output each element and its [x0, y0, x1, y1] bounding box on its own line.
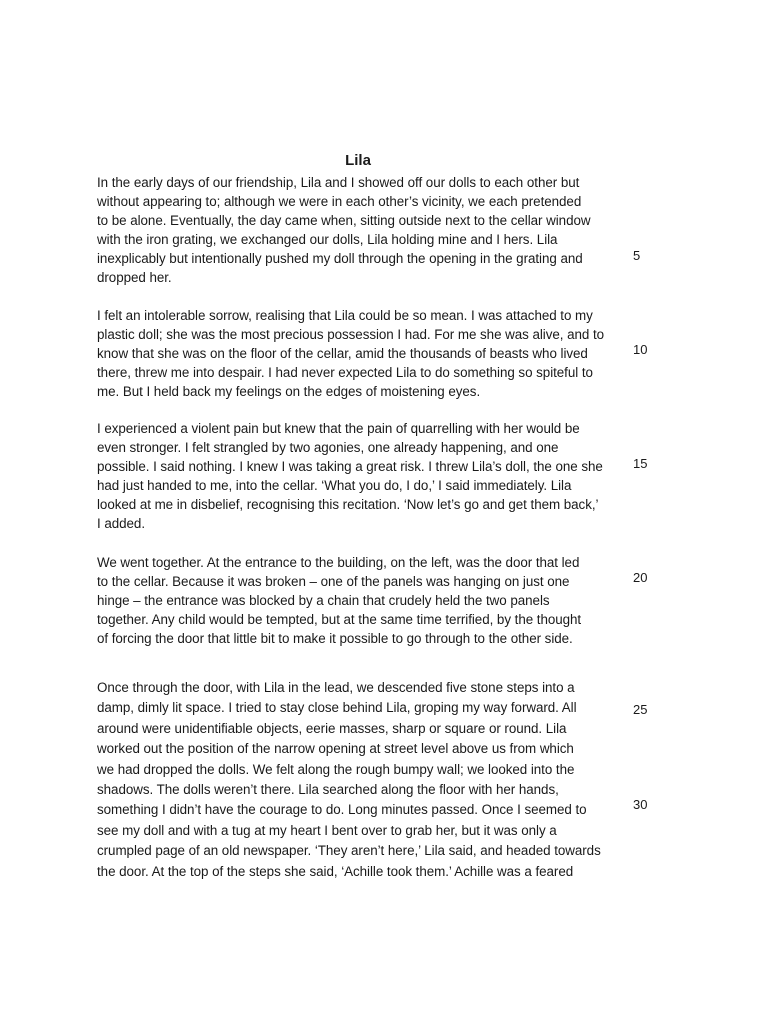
- text-line: I added.: [97, 516, 145, 531]
- paragraph-4: [97, 553, 627, 648]
- text-line: hinge – the entrance was blocked by a chain that crudely held the two panels: [97, 593, 550, 608]
- text-line: crumpled page of an old newspaper. ‘They aren’t here,’ Lila said, and headed towards: [97, 843, 601, 859]
- text-line: of forcing the door that little bit to make it possible to go through to the other side.: [97, 631, 573, 646]
- text-line: to be alone. Eventually, the day came when, sitting outside next to the cellar window: [97, 213, 591, 228]
- line-number: 25: [633, 702, 648, 717]
- text-line: something I didn’t have the courage to do. Long minutes passed. Once I seemed to: [97, 802, 587, 818]
- text-line: around were unidentifiable objects, eerie masses, sharp or square or round. Lila: [97, 720, 567, 736]
- text-line: damp, dimly lit space. I tried to stay close behind Lila, groping my way forward. All: [97, 700, 577, 716]
- text-line: looked at me in disbelief, recognising this recitation. ‘Now let’s go and get them back,’: [97, 497, 599, 512]
- line-number: 20: [633, 570, 648, 585]
- paragraph-5: [97, 678, 627, 882]
- paragraph-2: [97, 306, 627, 401]
- text-line: me. But I held back my feelings on the edges of moistening eyes.: [97, 384, 481, 399]
- text-line: shadows. The dolls weren’t there. Lila searched along the floor with her hands,: [97, 782, 559, 798]
- document-title: Lila: [345, 152, 371, 169]
- line-number: 5: [633, 248, 641, 263]
- text-line: with the iron grating, we exchanged our dolls, Lila holding mine and I hers. Lila: [97, 232, 558, 247]
- text-line: to the cellar. Because it was broken – one of the panels was hanging on just one: [97, 574, 570, 589]
- line-number: 30: [633, 797, 648, 812]
- text-line: We went together. At the entrance to the building, on the left, was the door that led: [97, 555, 580, 570]
- text-line: we had dropped the dolls. We felt along the rough bumpy wall; we looked into the: [97, 761, 575, 777]
- text-line: know that she was on the floor of the cellar, amid the thousands of beasts who lived: [97, 346, 588, 361]
- text-line: even stronger. I felt strangled by two agonies, one already happening, and one: [97, 440, 559, 455]
- text-line: see my doll and with a tug at my heart I bent over to grab her, but it was only a: [97, 822, 557, 838]
- text-line: had just handed to me, into the cellar. ‘What you do, I do,’ I said immediately. Lila: [97, 478, 572, 493]
- text-line: inexplicably but intentionally pushed my doll through the opening in the grating and: [97, 251, 583, 266]
- paragraph-3: [97, 419, 627, 533]
- text-line: there, threw me into despair. I had never expected Lila to do something so spiteful to: [97, 365, 593, 380]
- line-number: 15: [633, 456, 648, 471]
- text-line: possible. I said nothing. I knew I was taking a great risk. I threw Lila’s doll, the one she: [97, 459, 603, 474]
- text-line: I felt an intolerable sorrow, realising that Lila could be so mean. I was attached to my: [97, 308, 593, 323]
- paragraph-1: [97, 173, 627, 287]
- text-line: without appearing to; although we were in each other’s vicinity, we each pretended: [97, 194, 582, 209]
- text-line: worked out the position of the narrow opening at street level above us from which: [97, 741, 574, 757]
- text-line: In the early days of our friendship, Lila and I showed off our dolls to each other but: [97, 175, 580, 190]
- text-line: Once through the door, with Lila in the lead, we descended five stone steps into a: [97, 680, 575, 695]
- line-number: 10: [633, 342, 648, 357]
- text-line: together. Any child would be tempted, but at the same time terrified, by the thought: [97, 612, 582, 627]
- text-line: plastic doll; she was the most precious possession I had. For me she was alive, and to: [97, 327, 605, 342]
- text-line: I experienced a violent pain but knew that the pain of quarrelling with her would be: [97, 421, 580, 436]
- text-line: the door. At the top of the steps she said, ‘Achille took them.’ Achille was a feared: [97, 863, 574, 879]
- text-line: dropped her.: [97, 270, 172, 285]
